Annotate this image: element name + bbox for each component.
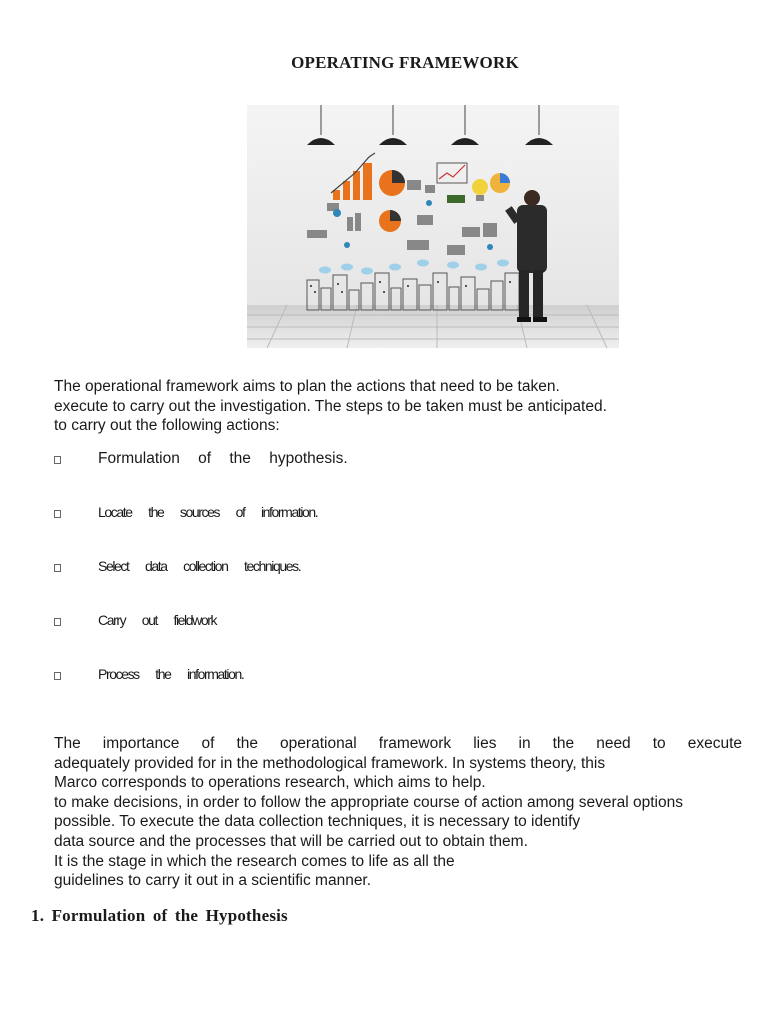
paragraph-line: data source and the processes that will be carried out to obtain them.	[54, 832, 528, 850]
list-item-label: Carry out fieldwork	[98, 612, 217, 628]
paragraph-line: possible. To execute the data collection techniques, it is necessary to identify	[54, 813, 581, 831]
importance-paragraph	[54, 734, 742, 891]
paragraph-line: It is the stage in which the research comes to life as all the	[54, 852, 455, 870]
list-item	[54, 504, 654, 526]
bullet-icon	[54, 510, 61, 518]
bullet-icon	[54, 618, 61, 626]
bullet-icon	[54, 564, 61, 572]
section-heading: 1. Formulation of the Hypothesis	[31, 906, 288, 925]
intro-line: The operational framework aims to plan the actions that need to be taken.	[54, 378, 560, 395]
paragraph-line: Marco corresponds to operations research, which aims to help.	[54, 774, 486, 792]
bullet-icon	[54, 456, 61, 464]
list-item	[54, 450, 654, 472]
paragraph-line: adequately provided for in the methodological framework. In systems theory, this	[54, 754, 606, 772]
bullet-icon	[54, 672, 61, 680]
list-item	[54, 612, 654, 634]
intro-line: to carry out the following actions:	[54, 417, 280, 434]
intro-paragraph	[54, 377, 744, 436]
list-item-label: Locate the sources of information.	[98, 504, 318, 520]
list-item	[54, 558, 654, 580]
document-title: OPERATING FRAMEWORK	[291, 53, 519, 72]
framework-illustration	[247, 105, 619, 348]
paragraph-line: The importance of the operational framework lies in the need to execute	[54, 735, 742, 752]
paragraph-line: to make decisions, in order to follow the appropriate course of action among several options	[54, 793, 683, 811]
list-item-label: Formulation of the hypothesis.	[98, 450, 348, 467]
paragraph-line: guidelines to carry it out in a scientific manner.	[54, 872, 372, 890]
list-item-label: Select data collection techniques.	[98, 558, 301, 574]
list-item	[54, 666, 654, 688]
intro-line: execute to carry out the investigation. The steps to be taken must be anticipated.	[54, 397, 607, 415]
list-item-label: Process the information.	[98, 666, 244, 682]
